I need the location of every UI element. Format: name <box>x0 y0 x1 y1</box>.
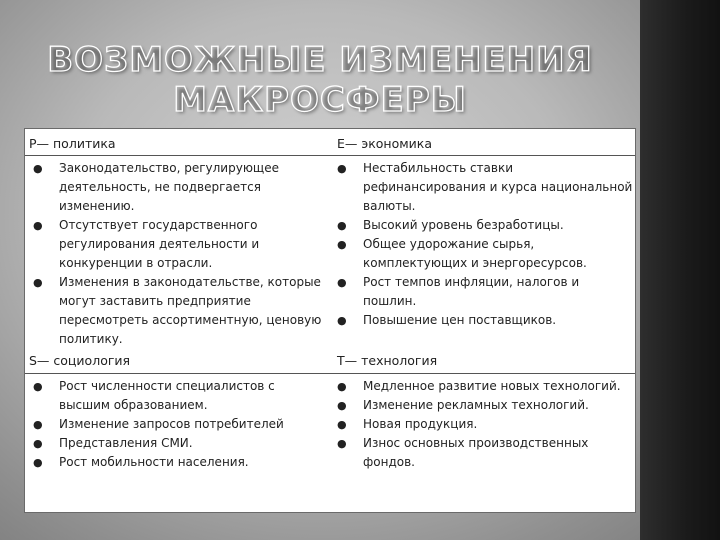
bullet-icon: ● <box>337 162 347 175</box>
bullet-icon: ● <box>337 276 347 289</box>
list-item: ● Новая продукция. <box>333 415 633 434</box>
bullet-icon: ● <box>337 314 347 327</box>
list-item: ● Законодательство, регулирующее деятельность, не подвергается изменению. <box>33 161 279 213</box>
list-item: ● Медленное развитие новых технологий. <box>333 377 633 396</box>
bullet-icon: ● <box>337 437 347 450</box>
bullet-icon: ● <box>33 380 43 393</box>
list-item: ● Рост мобильности населения. <box>29 453 329 472</box>
list-item: ● Высокий уровень безработицы. <box>333 216 633 235</box>
bullet-icon: ● <box>337 418 347 431</box>
list-item: ● Нестабильность ставки рефинансирования и курса национальной валюты. <box>337 161 633 213</box>
list-item: ● Изменения в законодательстве, которые могут заставить предприятие пересмотреть ассортиментную, ценовую политику. <box>33 275 322 346</box>
list-item: ● Повышение цен поставщиков. <box>333 311 633 330</box>
technology-header: T— технология <box>337 353 438 368</box>
bullet-icon: ● <box>33 219 43 232</box>
pest-table <box>24 128 636 513</box>
economics-cell <box>333 159 633 330</box>
sociology-cell <box>29 377 329 472</box>
sociology-header: S— социология <box>29 353 131 368</box>
technology-cell <box>333 377 633 472</box>
list-item: ● Рост численности специалистов с высшим образованием. <box>33 379 275 412</box>
right-dark-stripe <box>640 0 720 540</box>
bullet-icon: ● <box>33 276 43 289</box>
list-item: ● Износ основных производственных фондов. <box>337 436 589 469</box>
bullet-icon: ● <box>337 238 347 251</box>
list-item: ● Отсутствует государственного регулирования деятельности и конкуренции в отрасли. <box>33 218 260 270</box>
bullet-icon: ● <box>337 380 347 393</box>
list-item: ● Общее удорожание сырья, комплектующих и энергоресурсов. <box>337 237 587 270</box>
bullet-icon: ● <box>33 437 43 450</box>
slide-title-line-2: МАКРОСФЕРЫ <box>173 80 467 120</box>
bullet-icon: ● <box>33 162 43 175</box>
list-item: ● Изменение запросов потребителей <box>29 415 329 434</box>
economics-header: E— экономика <box>337 136 433 151</box>
bullet-icon: ● <box>33 456 43 469</box>
slide-title-line-1: ВОЗМОЖНЫЕ ИЗМЕНЕНИЯ <box>47 40 593 80</box>
list-item: ● Рост темпов инфляции, налогов и пошлин. <box>337 275 580 308</box>
header-divider <box>25 155 635 156</box>
bullet-icon: ● <box>337 219 347 232</box>
list-item: ● Представления СМИ. <box>29 434 329 453</box>
section-divider <box>25 373 635 374</box>
list-item: ● Изменение рекламных технологий. <box>333 396 633 415</box>
bullet-icon: ● <box>33 418 43 431</box>
politics-header: P— политика <box>29 136 116 151</box>
politics-cell <box>29 159 329 349</box>
bullet-icon: ● <box>337 399 347 412</box>
